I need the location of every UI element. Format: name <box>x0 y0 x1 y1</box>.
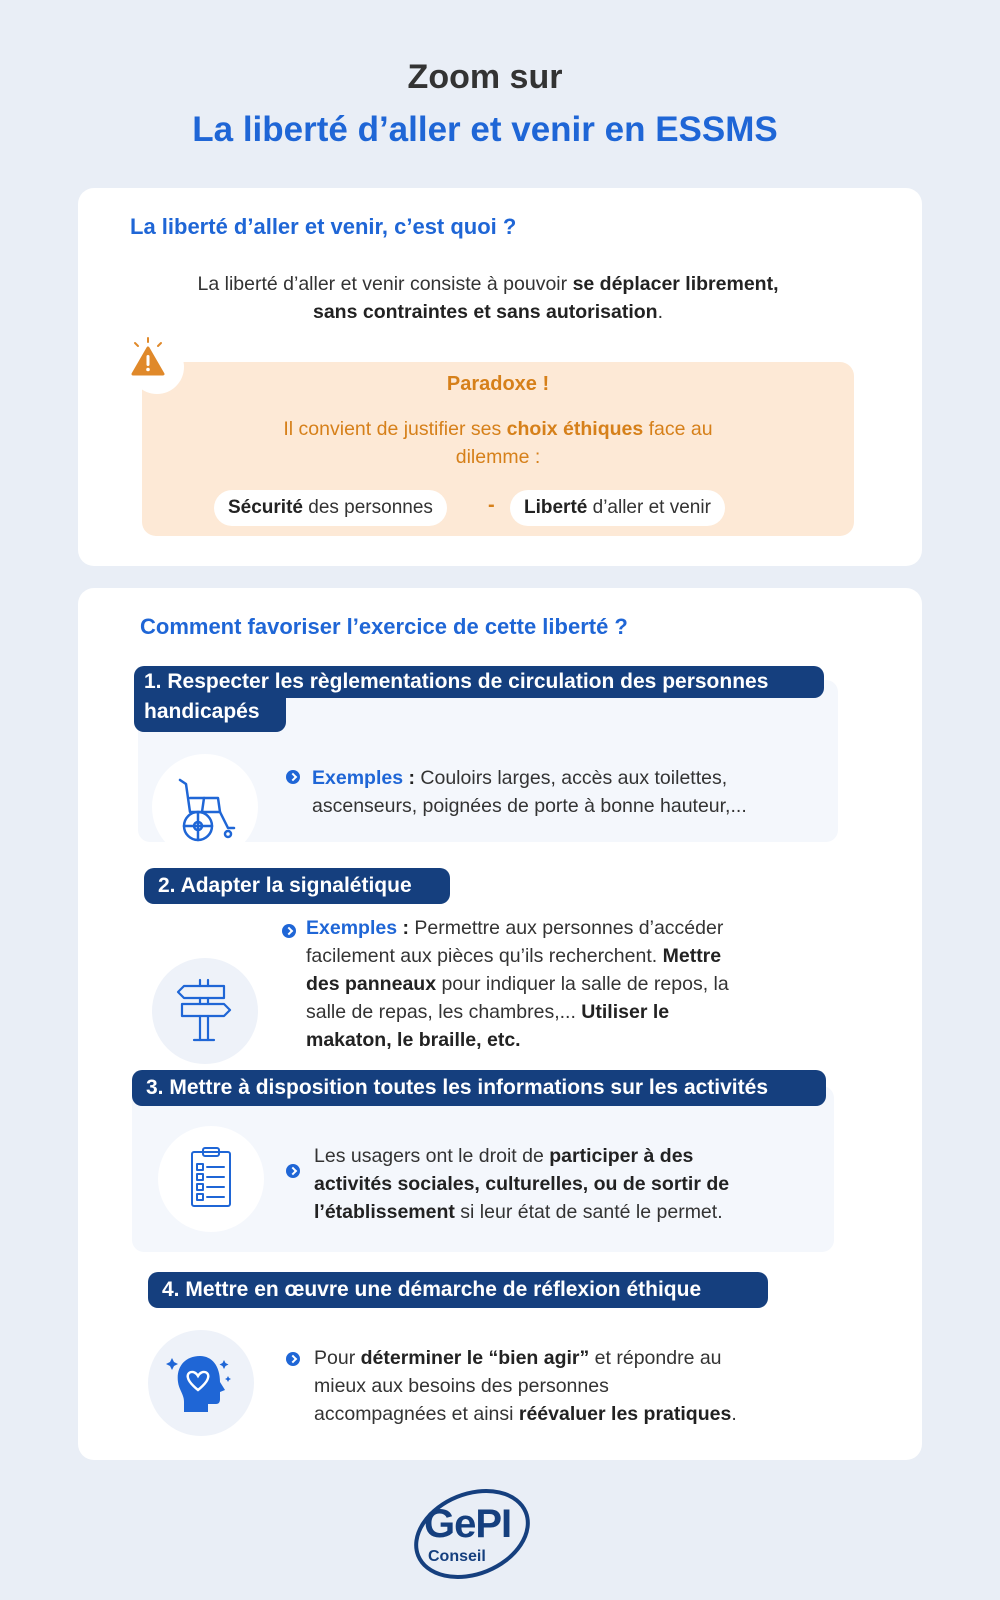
step-1-text: Exemples : Couloirs larges, accès aux toilettes, ascenseurs, poignées de porte à bonne hauteur,... <box>312 767 747 817</box>
step-2-bullet-icon <box>282 924 296 938</box>
step-3-text: Les usagers ont le droit de participer à des activités sociales, culturelles, ou de sortir de l’établissement si leur état de santé le permet. <box>314 1145 730 1223</box>
step-1-icon-circle <box>152 754 258 860</box>
step-3-icon-circle <box>158 1126 264 1232</box>
step-1-label-line2: handicapés <box>134 696 286 732</box>
gepi-logo <box>404 1484 544 1584</box>
step-3-bullet-icon <box>286 1164 300 1178</box>
dilemma-dash: - <box>488 494 495 516</box>
step-4-label: 4. Mettre en œuvre une démarche de réflexion éthique <box>148 1272 768 1308</box>
step-2-label: 2. Adapter la signalétique <box>144 868 450 904</box>
signpost-icon <box>152 958 258 1064</box>
step-1-label-line1: 1. Respecter les règlementations de circulation des personnes <box>134 666 824 698</box>
liberty-pill: Liberté d’aller et venir <box>510 490 725 526</box>
step-3-label: 3. Mettre à disposition toutes les informations sur les activités <box>132 1070 826 1106</box>
step-2-text: Exemples : Permettre aux personnes d’accéder facilement aux pièces qu’ils recherchent. Mettre des panneaux pour indiquer la salle de repos, la salle de repas, les chambres,... Utiliser le makaton, le braille, etc. <box>306 917 729 1051</box>
page-title-line2: La liberté d’aller et venir en ESSMS <box>192 110 778 149</box>
security-pill: Sécurité des personnes <box>214 490 447 526</box>
logo-name: GePI <box>424 1502 512 1546</box>
actions-title: Comment favoriser l’exercice de cette liberté ? <box>140 614 628 639</box>
head-heart-icon <box>148 1330 254 1436</box>
wheelchair-icon <box>152 754 258 860</box>
step-1-bullet-icon <box>286 770 300 784</box>
definition-text: La liberté d’aller et venir consiste à pouvoir se déplacer librement, sans contraintes et sans autorisation. <box>197 273 779 323</box>
step-4-text: Pour déterminer le “bien agir” et répondre au mieux aux besoins des personnes accompagnées et ainsi réévaluer les pratiques. <box>314 1347 737 1425</box>
paradox-title: Paradoxe ! <box>446 373 550 395</box>
paradox-text: Il convient de justifier ses choix éthiques face au dilemme : <box>283 418 713 468</box>
page-title-line1: Zoom sur <box>407 58 563 96</box>
step-2-icon-circle <box>152 958 258 1064</box>
step-4-bullet-icon <box>286 1352 300 1366</box>
definition-title: La liberté d’aller et venir, c’est quoi ? <box>130 214 517 239</box>
logo-sub: Conseil <box>428 1548 486 1565</box>
checklist-icon <box>158 1126 264 1232</box>
step-4-icon-circle <box>148 1330 254 1436</box>
